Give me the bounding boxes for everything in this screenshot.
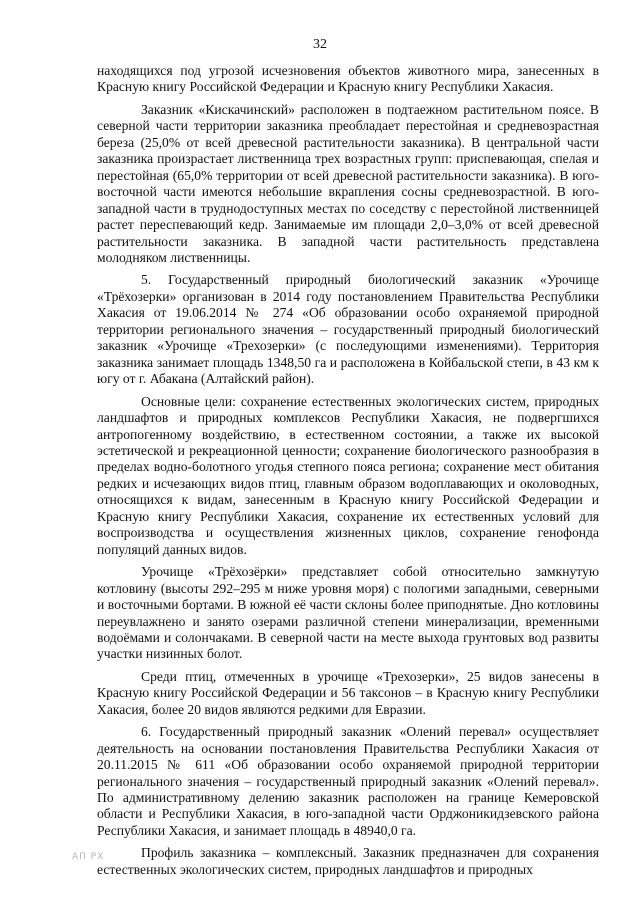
paragraph-oleniy-pereval: 6. Государственный природный заказник «Олений перевал» осуществляет деятельность на основании постановления Правительства Республики Хакасия от 20.11.2015 № 611 «Об образовании особо охраняемой природной территории регионального значения – государственный природный заказник «Олений перевал». По административному делению заказник расположен на границе Кемеровской области и Республики Хакасия, в юго-западной части Орджоникидзевского района Республики Хакасия, и занимает площадь в 48940,0 га. (97, 724, 599, 838)
page-number: 32 (313, 37, 327, 52)
paragraph-birds: Среди птиц, отмеченных в урочище «Трехозерки», 25 видов занесены в Красную книгу Российской Федерации и 56 таксонов – в Красную книгу Республики Хакасия, более 20 видов являются редкими для Евразии. (97, 668, 599, 717)
body-text (97, 63, 599, 878)
paragraph-main-goals: Основные цели: сохранение естественных экологических систем, природных ландшафтов и природных комплексов Республики Хакасия, не подвергшихся антропогенному воздействию, в естественном состоянии, а также их высокой эстетической и рекреационной ценности; сохранение биологического разнообразия в пределах водно-болотного угодья степного пояса региона; сохранение мест обитания редких и исчезающих видов птиц, главным образом водоплавающих и околоводных, относящихся к видам, занесенным в Красную книгу Российской Федерации и Красную книгу Республики Хакасия, сохранение их естественных условий для воспроизводства и осуществления жизненных циклов, сохранение генофонда популяций данных видов. (97, 393, 599, 557)
paragraph-continuation: находящихся под угрозой исчезновения объектов животного мира, занесенных в Красную книгу Российской Федерации и Красную книгу Республики Хакасия. (97, 63, 599, 95)
paragraph-trekhozerki-intro: 5. Государственный природный биологический заказник «Урочище «Трёхозерки» организован в 2014 году постановлением Правительства Республики Хакасия от 19.06.2014 № 274 «Об образовании особо охраняемой природной территории регионального значения – государственный природный биологический заказник «Урочище «Трехозерки» (с последующими изменениями). Территория заказника занимает площадь 1348,50 га и расположена в Койбальской степи, в 43 км к югу от г. Абакана (Алтайский район). (97, 272, 599, 387)
paragraph-trekhozerki-landscape: Урочище «Трёхозёрки» представляет собой относительно замкнутую котловину (высоты 292–295 м ниже уровня моря) с пологими западными, северными и восточными бортами. В южной её части склоны более приподнятые. Дно котловины переувлажнено и занято озерами различной степени минерализации, временными водоёмами и солончаками. В северной части на месте выхода грунтовых вод развиты участки низинных болот. (97, 564, 599, 662)
paragraph-kiskachinsky: Заказник «Кискачинский» расположен в подтаежном растительном поясе. В северной части территории заказника преобладает перестойная и средневозрастная береза (25,0% от всей древесной растительности заказника). В центральной части заказника произрастает лиственница трех возрастных групп: приспевающая, спелая и перестойная (65,0% территории от всей древесной растительности заказника). В юго-восточной части имеются небольшие вкрапления сосны средневозрастной. В юго-западной части в труднодоступных местах по соседству с перестойной лиственницей растет переспевающий кедр. Занимаемые им площади 2,0–3,0% от всей древесной растительности заказника. В западной части растительность представлена молодняком лиственницы. (97, 101, 599, 265)
paragraph-profile: Профиль заказника – комплексный. Заказник предназначен для сохранения естественных экологических систем, природных ландшафтов и природных (97, 845, 599, 877)
archive-stamp: АП РХ (72, 852, 105, 862)
